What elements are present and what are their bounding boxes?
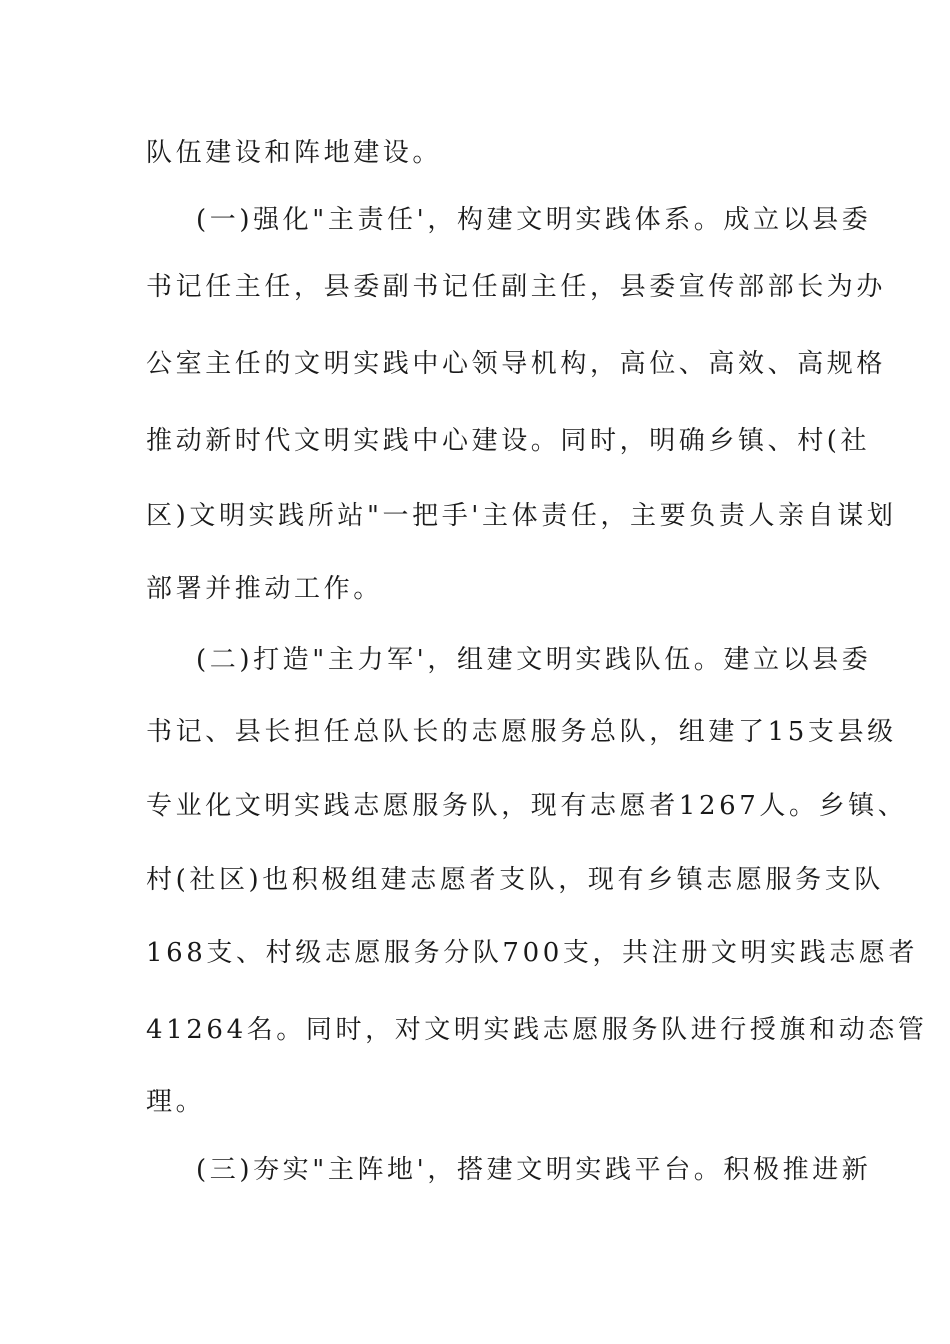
paragraph-heading-1: (一)强化"主责任'，构建文明实践体系。成立以县委 (196, 205, 872, 235)
paragraph-heading-3: (三)夯实"主阵地'，搭建文明实践平台。积极推进新 (196, 1155, 872, 1185)
text-line: 168支、村级志愿服务分队700支，共注册文明实践志愿者 (146, 938, 919, 968)
text-line: 部署并推动工作。 (146, 574, 383, 604)
paragraph-heading-2: (二)打造"主力军'，组建文明实践队伍。建立以县委 (196, 645, 872, 675)
text-line: 理。 (146, 1087, 206, 1117)
text-line: 41264名。同时，对文明实践志愿服务队进行授旗和动态管 (146, 1015, 928, 1045)
text-line: 队伍建设和阵地建设。 (146, 138, 443, 168)
text-line: 书记任主任，县委副书记任副主任，县委宣传部部长为办 (146, 272, 887, 302)
text-line: 书记、县长担任总队长的志愿服务总队，组建了15支县级 (146, 717, 897, 747)
text-line: 区)文明实践所站"一把手'主体责任，主要负责人亲自谋划 (146, 501, 897, 531)
text-line: 村(社区)也积极组建志愿者支队，现有乡镇志愿服务支队 (146, 865, 884, 895)
text-line: 推动新时代文明实践中心建设。同时，明确乡镇、村(社 (146, 426, 871, 456)
text-line: 专业化文明实践志愿服务队，现有志愿者1267人。乡镇、 (146, 791, 908, 821)
text-line: 公室主任的文明实践中心领导机构，高位、高效、高规格 (146, 349, 887, 379)
